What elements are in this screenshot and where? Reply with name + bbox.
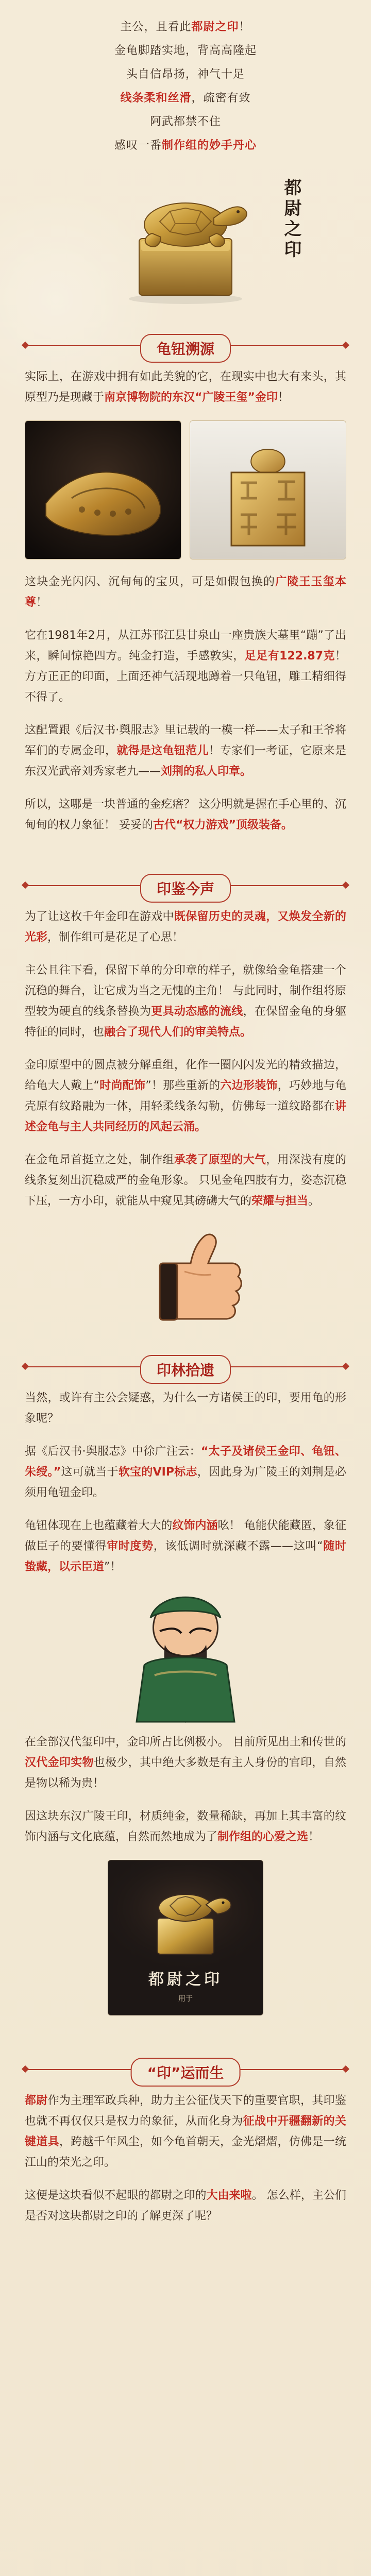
section-header-birth bbox=[0, 2047, 371, 2091]
section-header-origin bbox=[0, 324, 371, 367]
card-seal-title: 都尉之印 bbox=[148, 1971, 223, 1989]
body-text: 。 怎么样，主公们是否对这块都尉之印的了解更深了呢？ bbox=[25, 2189, 346, 2223]
birth-paragraph-2 bbox=[25, 2185, 346, 2227]
body-text: 在金龟昂首挺立之处，制作组 bbox=[25, 1154, 174, 1166]
highlight-text: 刘荆的私人印章。 bbox=[161, 765, 252, 778]
highlight-text: 线条柔和丝滑 bbox=[120, 92, 192, 105]
poem-text: 感叹一番 bbox=[114, 139, 162, 152]
body-text: 所以，这哪是一块普通的金疙瘩？ 这分明就是握在手心里的、沉甸甸的权力象征！ 妥妥的 bbox=[25, 798, 346, 832]
thumbs-up-icon bbox=[0, 1212, 371, 1325]
body-text: ，跨越千年风尘，如今龟首朝天，金光熠熠，仿佛是一统江山的荣光之印。 bbox=[25, 2136, 346, 2169]
body-text: ！ bbox=[308, 1831, 320, 1843]
trivia-paragraph-3 bbox=[25, 1516, 346, 1578]
highlight-text: 广陵王玉玺本尊 bbox=[25, 575, 346, 609]
highlight-text: 汉代金印实物 bbox=[25, 1756, 94, 1769]
trivia-paragraph-4 bbox=[25, 1732, 346, 1794]
body-text: 这可就当于 bbox=[61, 1466, 119, 1479]
body-text: ，在保留金龟的身躯特征的同时，也 bbox=[25, 1005, 346, 1039]
origin-paragraph-3 bbox=[25, 625, 346, 708]
poem-line bbox=[0, 39, 371, 63]
body-text: 金印原型中的圆点被分解重组，化作一圈闪闪发光的精致描边，给龟大人戴上“ bbox=[25, 1059, 346, 1092]
body-text: ，用深浅有度的线条复刻出沉稳威严的金龟形象。 只见金龟四肢有力，姿态沉稳下压，一方小印，就能从中窥见其磅礴大气的 bbox=[25, 1154, 346, 1208]
thumbs-up-illustration bbox=[0, 1212, 371, 1325]
poem-text: 头自信昂扬，神气十足 bbox=[126, 68, 245, 81]
body-text: 它在1981年2月，从江苏邗江县甘泉山一座贵族大墓里“蹦”了出来，瞬间惊艳四方。纯金打造，手感敦实， bbox=[25, 629, 346, 663]
modern-paragraph-2 bbox=[25, 960, 346, 1043]
body-text: 因这块东汉广陵王印，材质纯金，数量稀缺，再加上其丰富的纹饰内涵与文化底蕴，自然而然地成为了 bbox=[25, 1810, 346, 1843]
highlight-text: 制作组的心爱之选 bbox=[217, 1831, 309, 1843]
modern-paragraph-1 bbox=[25, 907, 346, 948]
body-text: ！ bbox=[277, 391, 289, 404]
seal-script-text: 都尉之印 bbox=[281, 178, 301, 261]
highlight-text: 更具动态感的流线 bbox=[151, 1005, 243, 1018]
body-text: 为了让这枚千年金印在游戏中 bbox=[25, 910, 174, 923]
origin-paragraph-4 bbox=[25, 720, 346, 782]
body-text: 龟钮体现在上也蕴藏着大大的 bbox=[25, 1519, 173, 1532]
body-text: 据《后汉书·舆服志》中徐广注云： bbox=[25, 1445, 201, 1458]
highlight-text: 随时蛰藏，以示臣道 bbox=[25, 1540, 346, 1573]
gold-seal-top-photo-icon bbox=[25, 421, 181, 559]
general-character-illustration bbox=[0, 1578, 371, 1732]
poem-text: ！ bbox=[239, 21, 251, 33]
seal-face-photo-icon bbox=[190, 421, 346, 559]
highlight-text: 时尚配饰 bbox=[99, 1079, 146, 1092]
section-title: “印”运而生 bbox=[131, 2058, 241, 2087]
poem-line bbox=[0, 110, 371, 134]
body-text: 。 bbox=[308, 1195, 320, 1208]
poem-text: 主公，且看此 bbox=[120, 21, 192, 33]
body-text: 在全部汉代玺印中，金印所占比例极小。 目前所见出土和传世的 bbox=[25, 1736, 346, 1749]
highlight-text: 纹饰内涵 bbox=[172, 1519, 218, 1532]
section-title: 印林拾遗 bbox=[140, 1355, 231, 1384]
body-text: 这便是这块看似不起眼的都尉之印的 bbox=[25, 2189, 207, 2202]
poem-line bbox=[0, 15, 371, 39]
intro-poem bbox=[0, 9, 371, 158]
highlight-text: 古代“权力游戏”顶级装备。 bbox=[153, 819, 293, 832]
highlight-text: 讲述金龟与主人共同经历的风起云涌。 bbox=[25, 1100, 346, 1133]
spacer bbox=[0, 2028, 371, 2042]
modern-paragraph-3 bbox=[25, 1055, 346, 1138]
body-text: 这块金光闪闪、沉甸甸的宝贝，可是如假包换的 bbox=[25, 575, 276, 588]
highlight-text: 足足有122.87克 bbox=[244, 650, 335, 663]
body-text: ”！那些重新的 bbox=[145, 1079, 221, 1092]
highlight-text: “太子及诸侯王金印、龟钮、朱绶。” bbox=[25, 1445, 346, 1479]
poem-line bbox=[0, 134, 371, 158]
section-title: 印鉴今声 bbox=[140, 874, 231, 903]
footer-padding bbox=[0, 2227, 371, 2247]
highlight-text: 六边形装饰 bbox=[220, 1079, 278, 1092]
highlight-text: 荣耀与担当 bbox=[251, 1195, 309, 1208]
body-text: ，因此身为广陵王的刘荆是必须用龟钮金印。 bbox=[25, 1466, 346, 1499]
section-header-modern bbox=[0, 863, 371, 907]
body-text: 这配置跟《后汉书·舆服志》里记载的一模一样——太子和王爷将军们的专属金印， bbox=[25, 724, 346, 757]
body-text: ，制作组可是花足了心思！ bbox=[47, 931, 184, 944]
poem-line bbox=[0, 63, 371, 87]
body-text: 实际上，在游戏中拥有如此美貌的它，在现实中也大有来头，其原型乃是现藏于 bbox=[25, 370, 346, 404]
highlight-text: 就得是这龟钮范儿 bbox=[116, 744, 209, 757]
highlight-text: 审时度势 bbox=[107, 1540, 154, 1553]
body-text: ，该低调时就深藏不露——这叫“ bbox=[153, 1540, 323, 1553]
in-game-seal-icon bbox=[108, 1860, 263, 1969]
highlight-text: 都尉之印 bbox=[191, 21, 239, 33]
spacer bbox=[0, 836, 371, 858]
bearded-general-icon bbox=[0, 1578, 371, 1732]
highlight-text: 承袭了原型的大气 bbox=[174, 1154, 266, 1166]
body-text: 作为主理军政兵种，助力主公征伐天下的重要官职，其印鉴也就不再仅仅只是权力的象征，从而化身为 bbox=[25, 2094, 346, 2128]
poem-text: 金龟脚踏实地，背高高隆起 bbox=[114, 44, 257, 57]
body-text: ！专家们一考证，它原来是东汉光武帝刘秀家老九—— bbox=[25, 744, 346, 778]
artifact-photo-seal-face bbox=[190, 420, 346, 560]
trivia-paragraph-1 bbox=[25, 1388, 346, 1429]
card-seal-caption: 用于 bbox=[178, 1995, 193, 2003]
origin-paragraph-1 bbox=[25, 367, 346, 408]
artifact-photos bbox=[25, 420, 346, 560]
poem-text: 阿武都禁不住 bbox=[149, 115, 221, 128]
origin-paragraph-2 bbox=[25, 572, 346, 613]
body-text: ，巧妙地与龟壳原有纹路融为一体，用轻柔线条勾勒，仿佛每一道纹路都在 bbox=[25, 1079, 346, 1113]
hero-section bbox=[0, 9, 371, 318]
trivia-paragraph-5 bbox=[25, 1806, 346, 1848]
in-game-seal-card bbox=[108, 1860, 263, 2015]
highlight-text: 既保留历史的灵魂，又焕发全新的光彩 bbox=[25, 910, 346, 944]
body-text: ！ bbox=[36, 596, 48, 609]
section-header-trivia bbox=[0, 1345, 371, 1388]
spacer bbox=[0, 1325, 371, 1340]
origin-paragraph-5 bbox=[25, 794, 346, 836]
body-text: ！方方正正的印面，上面还神气活现地蹲着一只龟钮，雕工精细得不得了。 bbox=[25, 650, 346, 704]
highlight-text: 南京博物院的东汉“广陵王玺”金印 bbox=[104, 391, 278, 404]
gold-turtle-seal-icon bbox=[103, 164, 268, 308]
body-text: 也极少，其中绝大多数是有主人身份的官印，自然是物以稀为贵！ bbox=[25, 1756, 346, 1790]
highlight-text: 都尉 bbox=[25, 2094, 48, 2107]
poem-line bbox=[0, 87, 371, 110]
body-text: 当然，或许有主公会疑惑，为什么一方诸侯王的印，要用龟的形象呢？ bbox=[25, 1392, 346, 1425]
trivia-paragraph-2 bbox=[25, 1442, 346, 1503]
section-title: 龟钮溯源 bbox=[140, 334, 231, 363]
highlight-text: 软宝的VIP标志 bbox=[118, 1466, 197, 1479]
body-text: 主公且往下看，保留下单的分印章的样子，就像给金龟搭建一个沉稳的舞台，让它成为当之无愧的主角！ 与此同时，制作组将原型较为硬直的线条替换为 bbox=[25, 964, 346, 1018]
highlight-text: 征战中开疆翻新的关键道具 bbox=[25, 2115, 346, 2148]
highlight-text: 大由来啦 bbox=[206, 2189, 252, 2202]
body-text: ”！ bbox=[104, 1561, 122, 1573]
poem-text: ，疏密有致 bbox=[191, 92, 251, 105]
artifact-photo-top bbox=[25, 420, 181, 560]
highlight-text: 融合了现代人们的审美特点。 bbox=[104, 1026, 252, 1039]
highlight-text: 制作组的妙手丹心 bbox=[162, 139, 257, 152]
birth-paragraph-1 bbox=[25, 2091, 346, 2173]
body-text: 吆！ 龟能伏能藏匿，象征做臣子的要懂得 bbox=[25, 1519, 346, 1553]
seal-illustration bbox=[0, 164, 371, 308]
modern-paragraph-4 bbox=[25, 1150, 346, 1212]
